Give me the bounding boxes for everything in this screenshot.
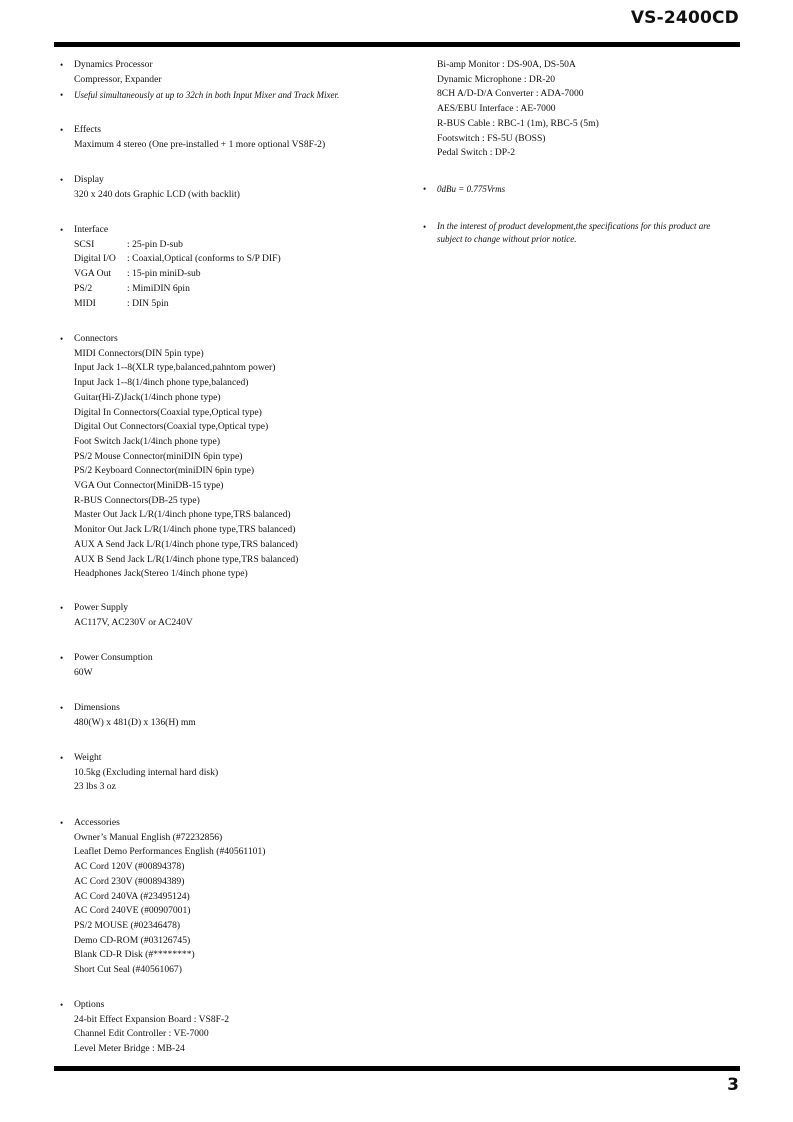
spec-title: Connectors — [74, 333, 118, 344]
interface-value: : 15-pin miniD-sub — [127, 268, 201, 280]
options-continued — [437, 58, 599, 161]
option-line: Level Meter Bridge : MB-24 — [74, 1043, 185, 1055]
spec-accessories — [60, 816, 266, 978]
page-number: 3 — [727, 1075, 739, 1095]
connector-line: PS/2 Mouse Connector(miniDIN 6pin type) — [74, 450, 243, 462]
interface-value: : MimiDIN 6pin — [127, 282, 190, 294]
spec-interface — [60, 223, 281, 311]
spec-note: Useful simultaneously at up to 32ch in both Input Mixer and Track Mixer. — [74, 90, 340, 100]
spec-power-supply — [60, 601, 193, 630]
bullet-icon: • — [60, 1000, 64, 1010]
bullet-icon: • — [423, 184, 427, 194]
accessory-line: AC Cord 120V (#00894378) — [74, 861, 185, 873]
interface-value: : DIN 5pin — [127, 297, 169, 309]
spec-connectors — [60, 332, 299, 582]
spec-title: Accessories — [74, 817, 120, 828]
option-line: 24-bit Effect Expansion Board : VS8F-2 — [74, 1013, 229, 1025]
top-divider — [54, 42, 740, 47]
connector-line: PS/2 Keyboard Connector(miniDIN 6pin type) — [74, 465, 255, 477]
accessory-line: Blank CD-R Disk (#********) — [74, 949, 195, 961]
interface-key: MIDI — [74, 297, 96, 309]
bullet-icon: • — [423, 222, 427, 232]
spec-title: Interface — [74, 224, 109, 235]
bullet-icon: • — [60, 334, 64, 344]
option-line: R-BUS Cable : RBC-1 (1m), RBC-5 (5m) — [437, 117, 599, 129]
spec-dynamics-note — [60, 88, 340, 103]
spec-display — [60, 173, 240, 202]
option-line: Pedal Switch : DP-2 — [437, 147, 516, 159]
note-disclaimer — [423, 220, 727, 246]
interface-key: SCSI — [74, 238, 95, 250]
spec-title: Options — [74, 999, 105, 1010]
interface-row-digital-io — [74, 252, 281, 267]
bullet-icon: • — [60, 703, 64, 713]
accessory-line: PS/2 MOUSE (#02346478) — [74, 919, 181, 931]
spec-title: Dynamics Processor — [74, 59, 153, 70]
bullet-icon: • — [60, 125, 64, 135]
spec-weight — [60, 751, 219, 795]
spec-line: AC117V, AC230V or AC240V — [74, 616, 193, 628]
accessory-line: Demo CD-ROM (#03126745) — [74, 934, 191, 946]
option-line: Dynamic Microphone : DR-20 — [437, 73, 556, 85]
spec-line: 23 lbs 3 oz — [74, 781, 116, 793]
connector-line: Input Jack 1--8(1/4inch phone type,balanced) — [74, 377, 249, 389]
bullet-icon: • — [60, 175, 64, 185]
accessory-line: AC Cord 240VE (#00907001) — [74, 905, 191, 917]
spec-line: Compressor, Expander — [74, 73, 162, 85]
connector-line: MIDI Connectors(DIN 5pin type) — [74, 347, 204, 359]
spec-effects — [60, 123, 326, 152]
accessory-line: Leaflet Demo Performances English (#40561101) — [74, 846, 266, 858]
model-name-heading: VS-2400CD — [630, 8, 739, 28]
option-line: Bi-amp Monitor : DS-90A, DS-50A — [437, 59, 576, 70]
spec-line: 60W — [74, 666, 93, 678]
bullet-icon: • — [60, 603, 64, 613]
bullet-icon: • — [60, 90, 64, 100]
spec-title: Weight — [74, 752, 102, 763]
accessory-line: Short Cut Seal (#40561067) — [74, 964, 182, 976]
interface-key: PS/2 — [74, 282, 93, 294]
connector-line: AUX A Send Jack L/R(1/4inch phone type,TRS balanced) — [74, 538, 298, 550]
bullet-icon: • — [60, 753, 64, 763]
spec-title: Power Supply — [74, 602, 129, 613]
note-dbu — [423, 182, 506, 197]
accessory-line: AC Cord 230V (#00894389) — [74, 875, 185, 887]
connector-line: AUX B Send Jack L/R(1/4inch phone type,TRS balanced) — [74, 553, 299, 565]
interface-key: Digital I/O — [74, 253, 116, 265]
option-line: AES/EBU Interface : AE-7000 — [437, 103, 556, 115]
connector-line: Guitar(Hi-Z)Jack(1/4inch phone type) — [74, 391, 221, 403]
interface-row-midi — [74, 297, 281, 312]
spec-title: Display — [74, 174, 104, 185]
note-text: 0dBu = 0.775Vrms — [437, 184, 506, 194]
option-line: Channel Edit Controller : VE-7000 — [74, 1028, 209, 1040]
accessory-line: AC Cord 240VA (#23495124) — [74, 890, 190, 902]
spec-dimensions — [60, 701, 196, 730]
bullet-icon: • — [60, 225, 64, 235]
bullet-icon: • — [60, 818, 64, 828]
connector-line: Digital Out Connectors(Coaxial type,Optical type) — [74, 421, 269, 433]
interface-key: VGA Out — [74, 268, 112, 280]
connector-line: Digital In Connectors(Coaxial type,Optical type) — [74, 406, 262, 418]
spec-options — [60, 998, 229, 1057]
note-text: In the interest of product development,the specifications for this product are subject to change without prior notice. — [437, 221, 711, 245]
interface-row-vga-out — [74, 267, 281, 282]
spec-title: Dimensions — [74, 702, 120, 713]
connector-line: Monitor Out Jack L/R(1/4inch phone type,TRS balanced) — [74, 524, 296, 536]
interface-row-scsi — [74, 238, 281, 253]
connector-line: R-BUS Connectors(DB-25 type) — [74, 494, 200, 506]
bottom-divider — [54, 1066, 740, 1071]
spec-title: Power Consumption — [74, 652, 153, 663]
connector-line: Headphones Jack(Stereo 1/4inch phone type) — [74, 568, 248, 580]
spec-line: 10.5kg (Excluding internal hard disk) — [74, 766, 219, 778]
spec-power-consumption — [60, 651, 153, 680]
interface-row-ps2 — [74, 282, 281, 297]
connector-line: Input Jack 1--8(XLR type,balanced,pahntom power) — [74, 362, 276, 374]
interface-value: : 25-pin D-sub — [127, 238, 183, 250]
connector-line: Foot Switch Jack(1/4inch phone type) — [74, 435, 221, 447]
accessory-line: Owner’s Manual English (#72232856) — [74, 831, 223, 843]
interface-value: : Coaxial,Optical (conforms to S/P DIF) — [127, 253, 281, 265]
spec-line: 320 x 240 dots Graphic LCD (with backlit) — [74, 188, 240, 200]
bullet-icon: • — [60, 653, 64, 663]
bullet-icon: • — [60, 60, 64, 70]
spec-line: Maximum 4 stereo (One pre-installed + 1 more optional VS8F-2) — [74, 138, 326, 150]
option-line: 8CH A/D-D/A Converter : ADA-7000 — [437, 88, 584, 100]
spec-title: Effects — [74, 124, 101, 135]
connector-line: Master Out Jack L/R(1/4inch phone type,TRS balanced) — [74, 509, 291, 521]
option-line: Footswitch : FS-5U (BOSS) — [437, 132, 546, 144]
connector-line: VGA Out Connector(MiniDB-15 type) — [74, 480, 224, 492]
spec-line: 480(W) x 481(D) x 136(H) mm — [74, 716, 196, 728]
spec-dynamics — [60, 58, 162, 87]
